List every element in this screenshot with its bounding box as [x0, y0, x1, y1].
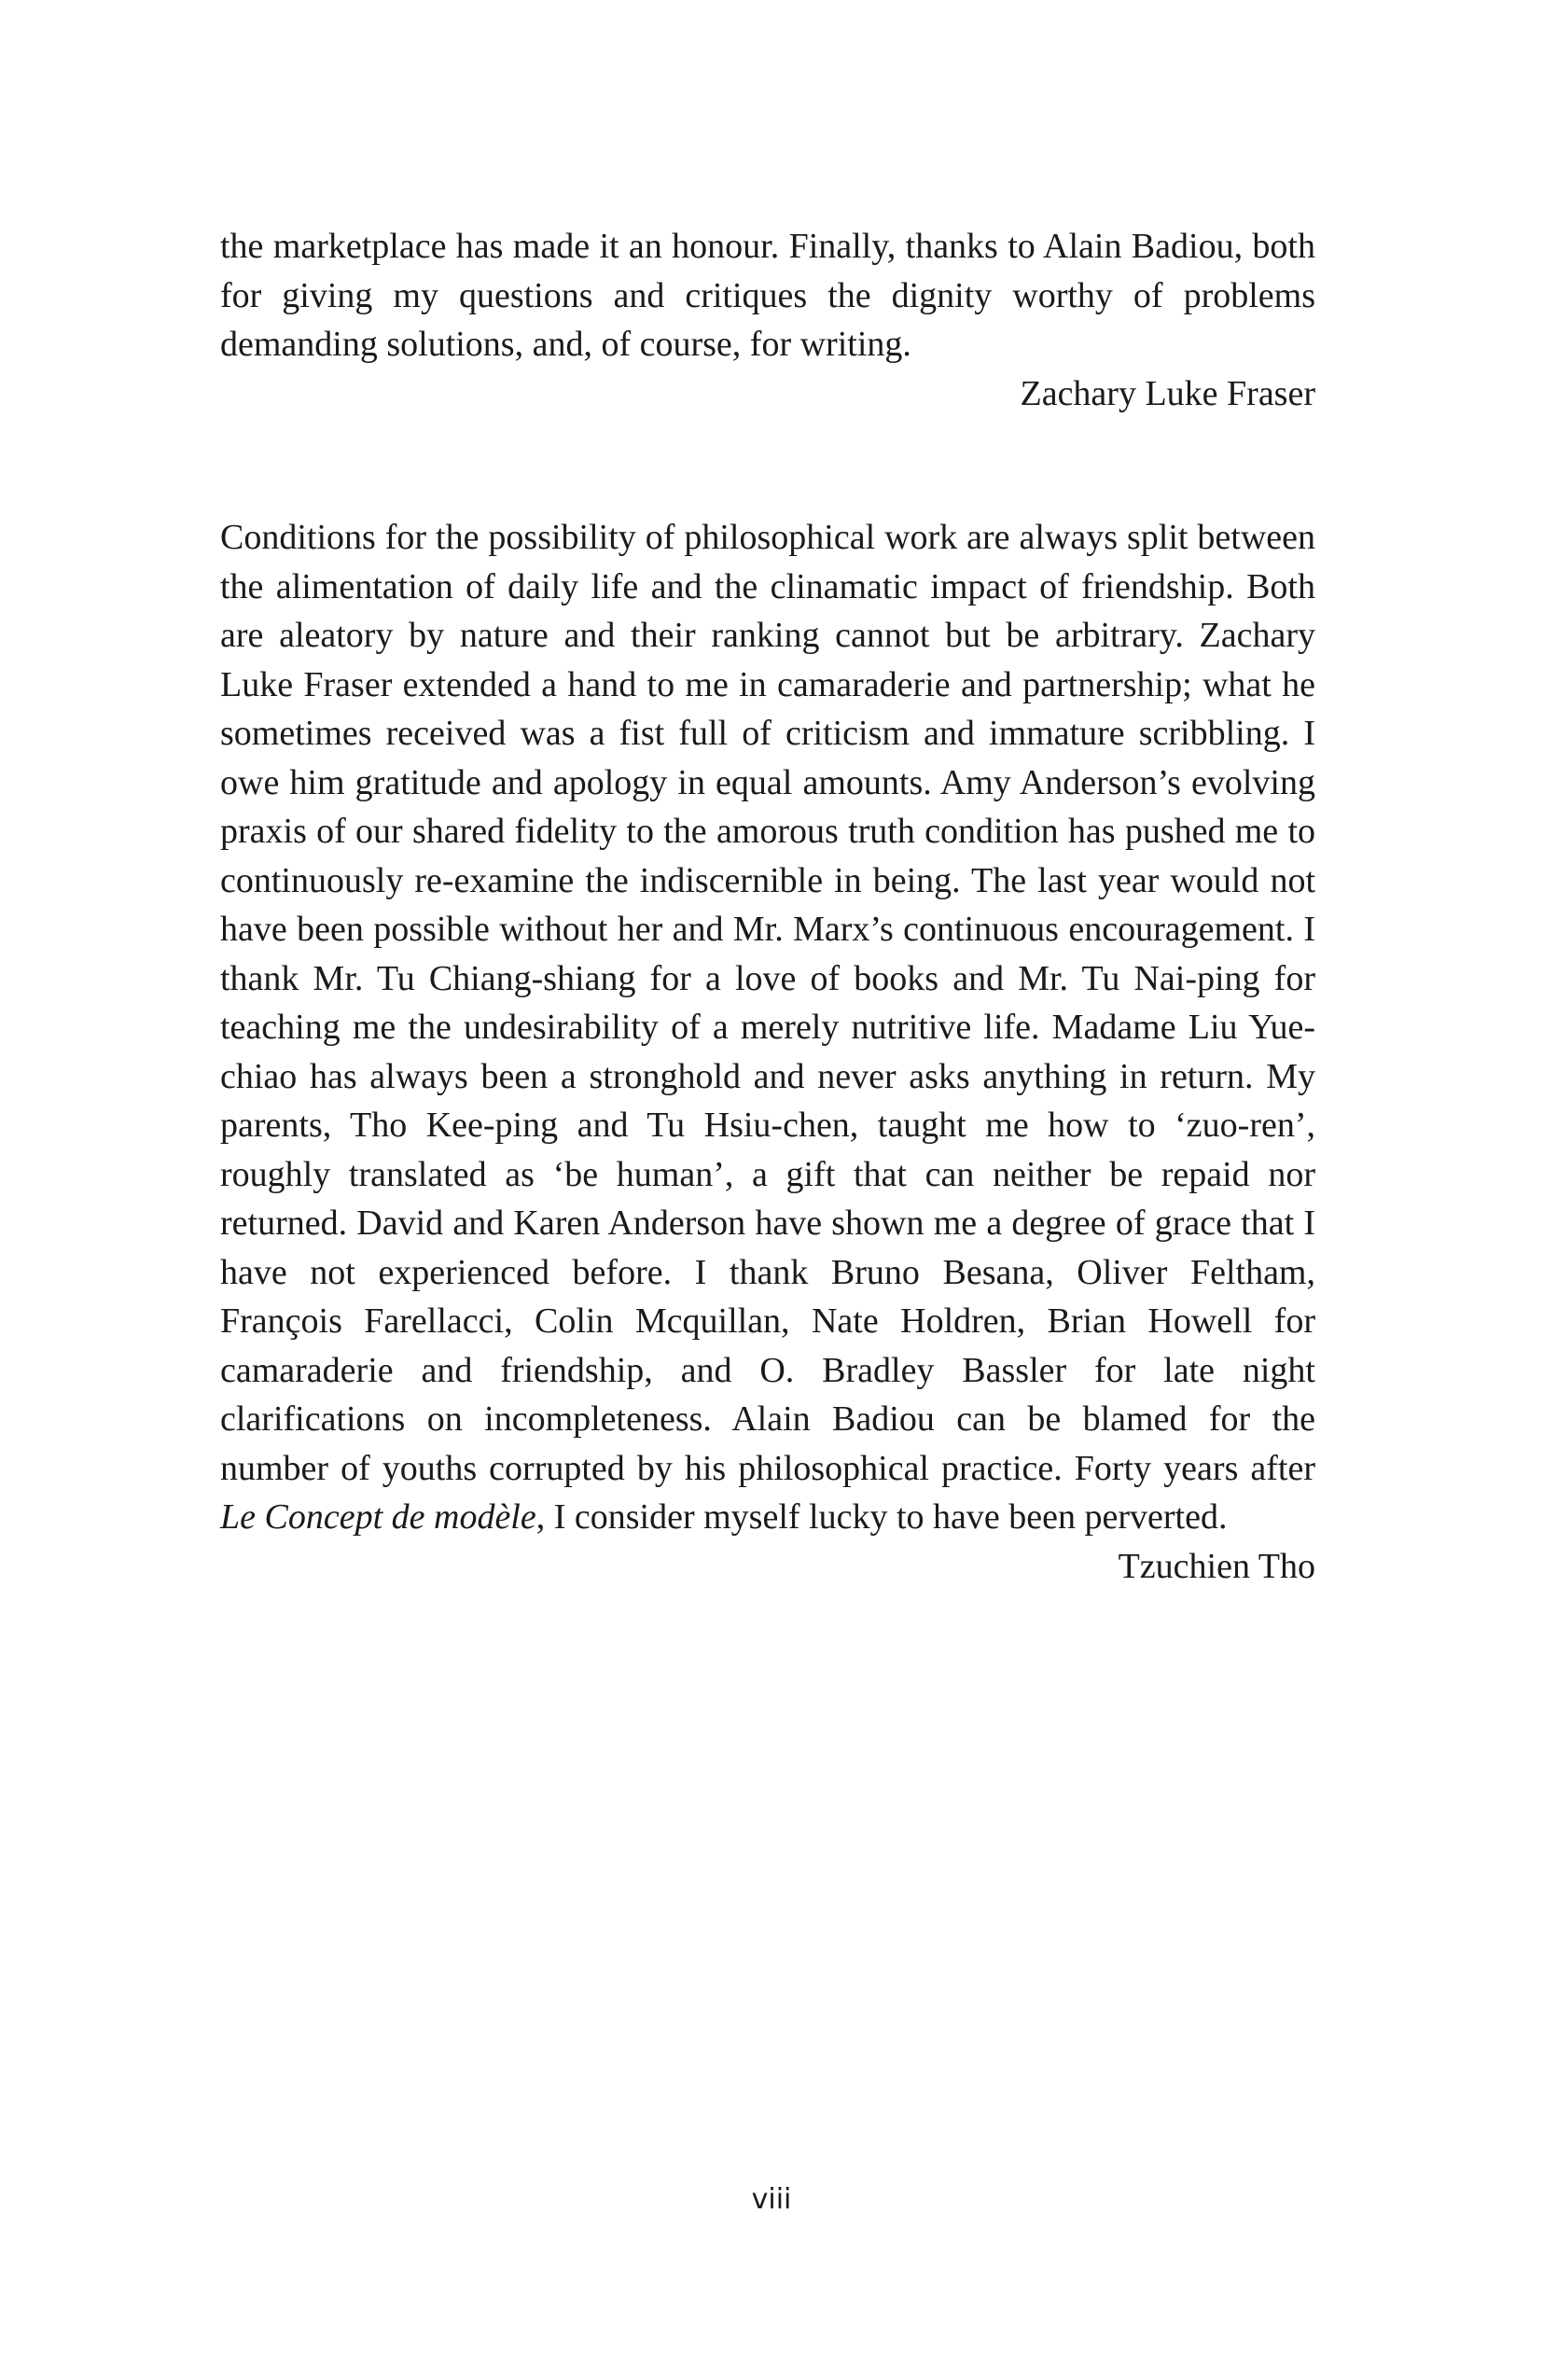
- signature-fraser: Zachary Luke Fraser: [1020, 373, 1315, 413]
- acknowledgement-section-fraser: [220, 222, 1315, 418]
- paragraph-text-after-title: , I consider myself lucky to have been perverted.: [535, 1497, 1228, 1537]
- acknowledgement-paragraph-tho: [220, 513, 1315, 1542]
- signature-tho: Tzuchien Tho: [1118, 1546, 1315, 1586]
- acknowledgement-paragraph-fraser: the marketplace has made it an honour. Finally, thanks to Alain Badiou, both for giving my questions and critiques the dignity worthy of problems demanding solutions, and, of course, for writing.: [220, 227, 1315, 364]
- page-number: viii: [751, 2183, 792, 2216]
- book-title: Le Concept de modèle: [220, 1497, 536, 1537]
- acknowledgement-section-tho: [220, 513, 1315, 1591]
- paragraph-text-before-title: Conditions for the possibility of philosophical work are always split between the alimentation of daily life and the clinamatic impact of friendship. Both are aleatory by nature and their ranking cannot but be arbitrary. Zachary Luke Fraser extended a hand to me in camaraderie and partnership; what he sometimes received was a fist full of criticism and immature scribbling. I owe him gratitude and apology in equal amounts. Amy Anderson’s evolving praxis of our shared fidelity to the amorous truth condition has pushed me to continuously re-examine the indiscernible in being. The last year would not have been possible without her and Mr. Marx’s continuous encouragement. I thank Mr. Tu Chiang-shiang for a love of books and Mr. Tu Nai-ping for teaching me the undesirability of a merely nutritive life. Madame Liu Yue-chiao has always been a stronghold and never asks anything in return. My parents, Tho Kee-ping and Tu Hsiu-chen, taught me how to ‘zuo-ren’, roughly translated as ‘be human’, a gift that can neither be repaid nor returned. David and Karen Anderson have shown me a degree of grace that I have not experienced before. I thank Bruno Besana, Oliver Feltham, François Farellacci, Colin Mcquillan, Nate Holdren, Brian Howell for camaraderie and friendship, and O. Bradley Bassler for late night clarifications on incompleteness. Alain Badiou can be blamed for the number of youths corrupted by his philosophical practice. Forty years after: [220, 518, 1315, 1488]
